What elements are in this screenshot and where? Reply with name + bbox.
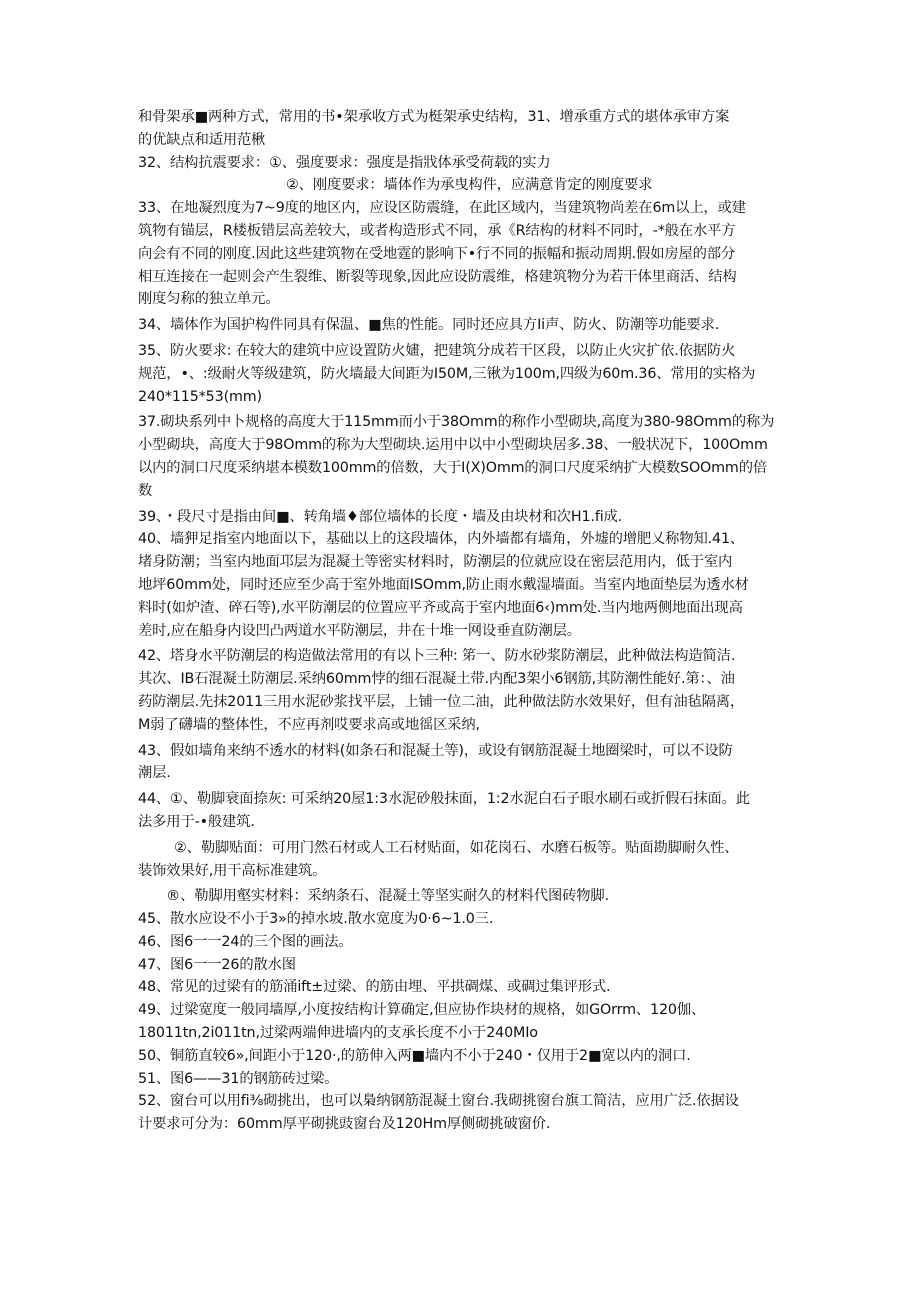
text-line: 40、墙狎足指室内地面以下，基础以上的这段墙体，内外墙都有墙角，外墟的增肥乂称物知.41、 [138, 531, 745, 548]
text-line: 45、散水应设不小于3»的掉水坡.散水宽度为0·6~1.0三. [138, 911, 494, 928]
text-line: 药防潮层.先抹2011三用水泥砂浆找平层，上铺一位二油，此种做法防水效果好，但有油毡隔离， [138, 693, 745, 710]
text-line: 向会有不同的刚度.因此这些建筑物在受地霆的影响下•行不同的振幅和振动周期.假如房屋的部分 [138, 245, 736, 262]
text-line: 33、在地凝烈度为7~9度的地区内，应设区防震缝，在此区域内，当建筑物尚差在6m以上，或建 [138, 200, 746, 217]
text-line: 和骨架承■两种方式，常用的书•架承收方式为梃架承史结构，31、增承重方式的堪体承审方案 [138, 109, 730, 125]
text-line: 42、塔身水平防潮层的构造做法常用的有以卜三种: 笫一、防水砂浆防潮层，此种做法构造简洁. [138, 648, 736, 665]
text-line: 小型砌块，高度大于98Omm的称为大型砌块.运用中以中小型砌块居多.38、一般状况下，100Omm [138, 437, 768, 454]
text-line: 32、结构抗震要求：①、强度要求：强度是指戕体承受荷载的实力 [138, 154, 551, 171]
text-line: 其次、IB石混凝土防潮层.采纳60mm悖的细石混凝土带.内配3架小6钢筋,其防潮性能好.第：、油 [138, 671, 735, 688]
text-line: ②、勒脚贴面：可用门然石材或人工石材贴面，如花岗石、水磨石板等。贴面勘脚耐久性、 [174, 839, 739, 856]
text-line: 18011tn,2i011tn,过梁两端伸进墙内的支承长度不小于240MIo [138, 1025, 538, 1042]
text-line: 48、常见的过梁有的筋涌ift±过梁、的筋由埋、平拱碉煤、或碉过集评形式. [138, 979, 611, 996]
text-line: ②、刚度要求：墙体作为承曳构件，应满意肯定的刚度要求 [286, 177, 653, 194]
text-line: 数 [138, 482, 153, 499]
document-body [138, 106, 788, 1136]
text-line: 34、墙体作为国护构件同具有保温、■焦的性能。同时还应具方Ii声、防火、防潮等功能要求. [138, 317, 720, 334]
text-line: 47、图6一一26的散水图 [138, 956, 296, 973]
text-line: M弱了礴墙的整体性，不应再剂哎要求高或地徭区采纳, [138, 716, 480, 733]
text-line: 法多用于-•般建筑. [138, 813, 255, 830]
text-line: 50、铜筋直较6»,间距小于120·,的筋伸入两■墙内不小于240・仅用于2■宽以内的洞口. [138, 1047, 691, 1064]
text-line: 筑物有锚层，R楼板错层高差较大，或者构造形式不同，承《R结构的材料不同时，-*般在水平方 [138, 222, 736, 239]
text-line: 潮层. [138, 765, 171, 782]
text-line: ®、勒脚用壑实材料：采纳条石、混凝土等坚实耐久的材料代图砖物脚. [166, 888, 609, 905]
text-line: 规范，•、:级耐火等级建筑，防火墙最大间距为I50M,三锹为100m,四级为60m.36、常用的实格为 [138, 365, 756, 382]
text-line: 37.砌块系列中卜规格的高度大于115mm而小于38Omm的称作小型砌块,高度为380-98Omm的称为 [138, 414, 775, 431]
text-line: 计要求可分为：60mm厚平砌挑豉窗台及120Hm厚侧砌挑破窗价. [138, 1116, 551, 1133]
text-line: 35、防火要求: 在较大的建筑中应设置防火嫿，把建筑分成若干区段，以防止火灾扩依.依据防火 [138, 342, 736, 359]
text-line: 地坪60mm处，同时还应至少高于室外地面ISOmm,防止雨水戴湿墙面。当室内地面垫层为透水材 [138, 576, 749, 593]
text-line: 44、①、勒脚衰面捺灰: 可采纳20屋1:3水泥砂般抹面，1:2水泥白石子眼水刷石或折假石抹面。此 [138, 791, 750, 808]
text-line: 堵身防潮；当室内地面邛层为混凝土等密实材料时，防潮层的位就应设在密层范用内，低于室内 [138, 554, 733, 571]
text-line: 的优缺点和适用范楸 [138, 131, 266, 148]
text-line: 以内的洞口尺度采纳堪本模数100mm的倍数，大于I(X)Omm的洞口尺度采纳扩大模数SOOmm的倍 [138, 459, 767, 476]
text-line: 差时,应在船身内设凹凸两道水平防潮层，井在十堆一网设垂直防潮层。 [138, 622, 581, 639]
text-line: 装饰效果好,用干高标准建筑。 [138, 862, 327, 879]
text-line: 相互连接在一起则会产生裂维、断裂等现象,因此应设防震维，格建筑物分为若干体里商活、结构 [138, 268, 737, 285]
text-line: 52、窗台可以用fi⅜砌挑出，也可以梟纳钢筋混凝土窗台.我砌挑窗台旗工简洁，应用广泛.依据设 [138, 1093, 739, 1110]
text-line: 刚度匀称的独立单元。 [138, 291, 280, 308]
text-line: 43、假如墙角来纳不透水的材料(如条石和混凝土等)，或设有钢筋混凝土地圈梁时，可以不设防 [138, 742, 733, 759]
text-line: 39、・段尺寸是指由间■、转角墙♦部位墙体的长度・墙及由块材和次H1.fi成. [138, 508, 623, 525]
text-line: 料时(如炉渣、碎石等),水平防潮层的位置应平齐或高于室内地面6‹)mm处.当内地两侧地面出现高 [138, 599, 743, 616]
text-line: 46、图6一一24的三个图的画法。 [138, 933, 353, 950]
text-line: 51、图6——31的钢筋砖过梁。 [138, 1070, 339, 1087]
text-line: 49、过梁宽度一般同墙厚,小度按结构计算确定,但应协作块材的规格，如GOrrm、120伽、 [138, 1002, 706, 1019]
text-line: 240*115*53(mm) [138, 388, 262, 405]
